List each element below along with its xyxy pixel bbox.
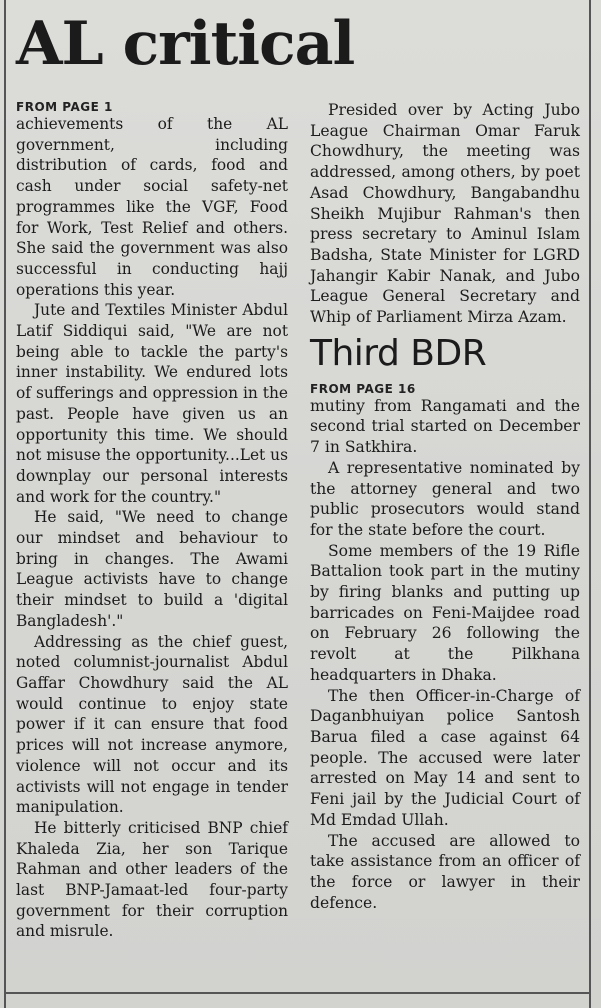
bottom-rule	[4, 992, 591, 994]
paragraph: A representative nominated by the attorney general and two public prosecutors would stand for the state before the court.	[310, 458, 580, 539]
paragraph: achievements of the AL government, including distribution of cards, food and cash under social safety-net programmes like the VGF, Food for Work, Test Relief and others. She said the government was also successful in conducting hajj operations this year.	[16, 115, 288, 299]
paragraph: Jute and Textiles Minister Abdul Latif Siddiqui said, "We are not being able to tackle the party's inner instability. We endured lots of sufferings and oppression in the past. People have given us an opportunity this time. We should not misuse the opportunity...Let us downplay our personal interests and work for the country."	[16, 301, 288, 506]
column-rule-left	[4, 0, 6, 1008]
column-right	[310, 100, 580, 913]
paragraph: The then Officer-in-Charge of Daganbhuiyan police Santosh Barua filed a case against 64 people. The accused were later arrested on May 14 and sent to Feni jail by the Judicial Court of Md Emdad Ullah.	[310, 686, 580, 829]
kicker-from-page-1: FROM PAGE 1	[16, 100, 113, 114]
column-left	[16, 100, 288, 942]
paragraph: Some members of the 19 Rifle Battalion took part in the mutiny by firing blanks and putting up barricades on Feni-Maijdee road on February 26 following the revolt at the Pilkhana headquarters in Dhaka.	[310, 541, 580, 684]
paragraph: He bitterly criticised BNP chief Khaleda Zia, her son Tarique Rahman and other leaders of the last BNP-Jamaat-led four-party government for their corruption and misrule.	[16, 818, 288, 941]
headline-third-bdr: Third BDR	[310, 332, 487, 374]
paragraph: mutiny from Rangamati and the second trial started on December 7 in Satkhira.	[310, 396, 580, 457]
column-rule-right	[589, 0, 591, 1008]
headline-al-critical: AL critical	[16, 9, 355, 79]
paragraph: Presided over by Acting Jubo League Chairman Omar Faruk Chowdhury, the meeting was addressed, among others, by poet Asad Chowdhury, Bangabandhu Sheikh Mujibur Rahman's then press secretary to Aminul Islam Badsha, State Minister for LGRD Jahangir Kabir Nanak, and Jubo League General Secretary and Whip of Parliament Mirza Azam.	[310, 101, 580, 327]
kicker-from-page-16: FROM PAGE 16	[310, 381, 416, 396]
paragraph: Addressing as the chief guest, noted columnist-journalist Abdul Gaffar Chowdhury said the AL would continue to enjoy state power if it can ensure that food prices will not increase anymore, violence will not occur and its activists will not engage in tender manipulation.	[16, 632, 288, 817]
paragraph: He said, "We need to change our mindset and behaviour to bring in changes. The Awami League activists have to change their mindset to build a 'digital Bangladesh'."	[16, 508, 288, 630]
paragraph: The accused are allowed to take assistance from an officer of the force or lawyer in their defence.	[310, 831, 580, 912]
